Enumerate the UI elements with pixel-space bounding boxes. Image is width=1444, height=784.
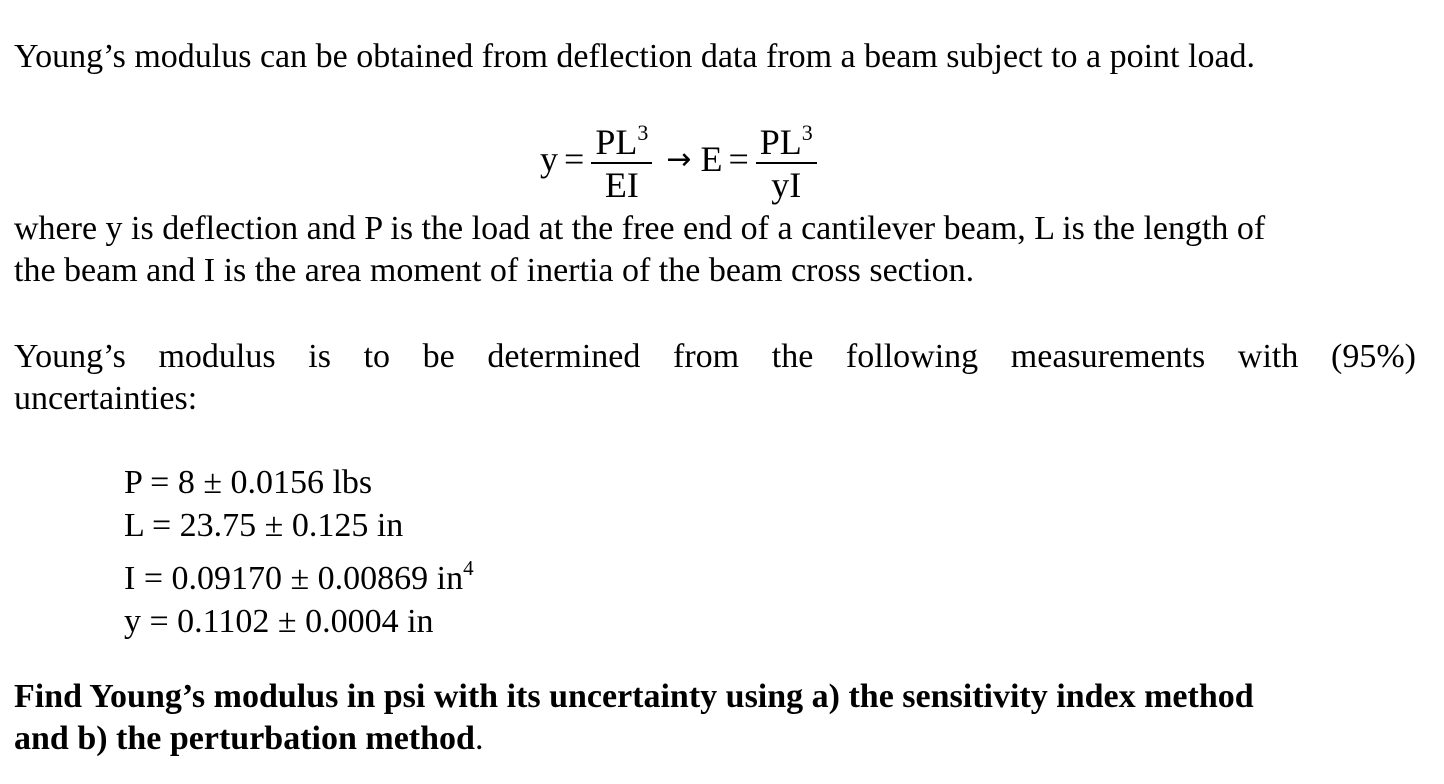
intro-text: Young’s modulus can be obtained from deflection data from a beam subject to a point load.: [14, 38, 1256, 75]
fraction-numerator: [756, 113, 817, 164]
measurement-text: L = 23.75 ± 0.125 in: [124, 506, 404, 544]
fraction-numerator: [591, 113, 652, 164]
question: [14, 676, 1254, 760]
question-line-1: Find Young’s modulus in psi with its uncertainty using a) the sensitivity index method: [14, 678, 1254, 715]
eq-lhs-var: y: [540, 139, 558, 179]
exponent: 3: [637, 119, 649, 145]
fraction-pl3-over-ei: [591, 113, 652, 206]
fraction-denominator: yI: [771, 164, 802, 205]
measurement-y: [124, 601, 474, 644]
numerator-text: PL: [595, 121, 638, 162]
question-period: .: [474, 720, 484, 757]
eq-equals-2: =: [728, 139, 749, 179]
fraction-denominator: EI: [604, 164, 639, 205]
exponent: 4: [463, 556, 474, 580]
task-intro-line-1: Young’s modulus is to be determined from the following measurements with (95%): [14, 338, 1416, 375]
measurement-p: [124, 462, 474, 505]
measurement-list: [124, 462, 474, 643]
definitions-line-1: where y is deflection and P is the load at the free end of a cantilever beam, L is the length of: [14, 210, 1266, 247]
measurement-text: I = 0.09170 ± 0.00869 in: [124, 560, 464, 597]
eq-equals-1: =: [564, 139, 585, 179]
definitions-line-2: the beam and I is the area moment of inertia of the beam cross section.: [14, 252, 975, 289]
task-intro-line-2: uncertainties:: [14, 380, 198, 417]
task-intro: [14, 336, 1416, 420]
measurement-text: P = 8 ± 0.0156 lbs: [124, 464, 373, 501]
measurement-i: [124, 547, 474, 601]
exponent: 3: [801, 119, 813, 145]
right-arrow-icon: →: [666, 141, 692, 177]
question-line-2-wrap: [14, 718, 1254, 760]
question-line-2: and b) the perturbation method: [14, 720, 475, 757]
eq-rhs-var: E: [700, 139, 723, 179]
fraction-pl3-over-yi: [756, 113, 817, 206]
numerator-text: PL: [759, 121, 802, 162]
measurement-l: [124, 505, 474, 548]
deflection-equation: [537, 114, 821, 204]
variable-definitions: [14, 208, 1265, 292]
measurement-text: y = 0.1102 ± 0.0004 in: [124, 602, 434, 640]
